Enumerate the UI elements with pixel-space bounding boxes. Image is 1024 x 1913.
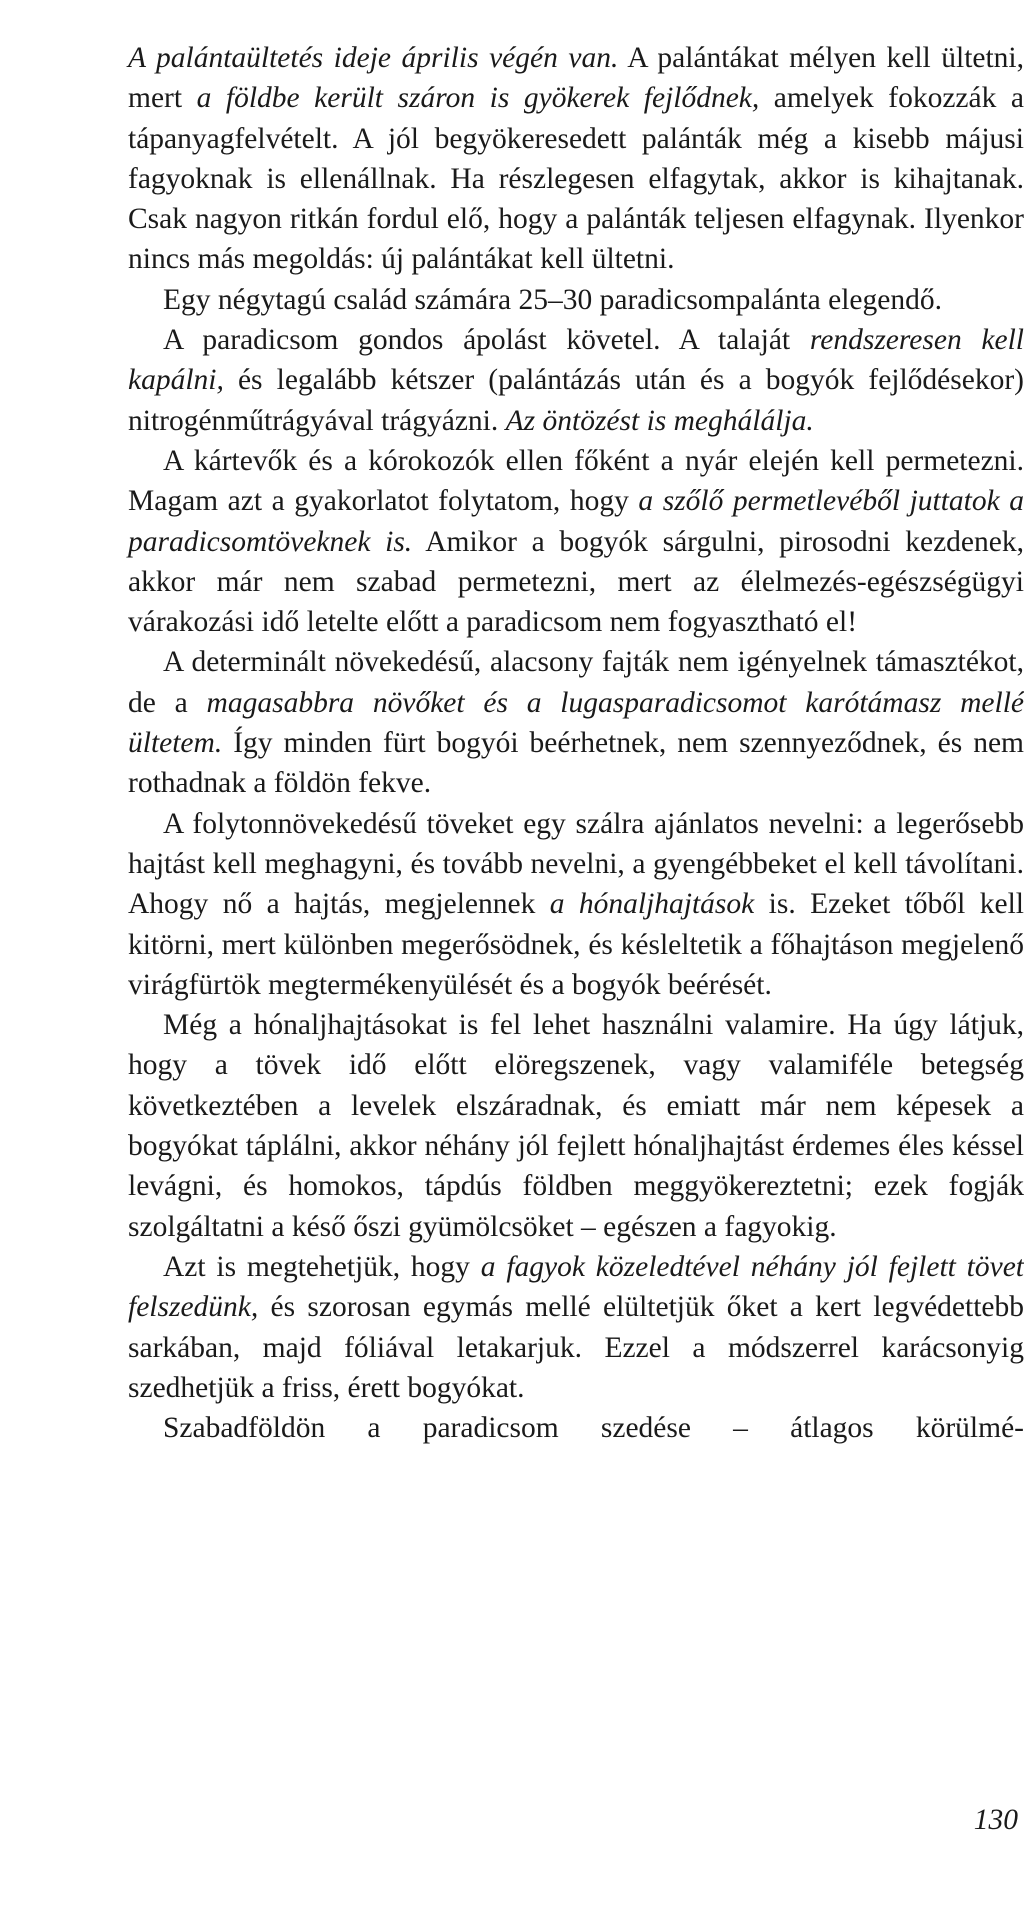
text-run: Az öntözést is meghálálja. — [505, 404, 814, 437]
paragraph — [128, 804, 1024, 1005]
text-run: A determinált növekedésű, alacsony fajták nem igényelnek támasztékot, de a — [128, 646, 1024, 719]
page-number: 130 — [973, 1804, 1018, 1836]
text-run: amelyek fokozzák a tápanyagfelvételt. A jól begyökeresedett palánták még a kisebb májusi fagyoknak is ellenállnak. Ha részlegesen elfagytak, akkor is kihajtanak. Csak nagyon ritkán fordul elő, hogy a palánták teljesen elfagynak. Ilyenkor nincs más megoldás: új palántákat kell ültetni. — [128, 82, 1024, 276]
text-run: A paradicsom gondos ápolást követel. A talaját — [163, 324, 810, 357]
text-run: is. Ezeket tőből kell kitörni, mert különben megerősödnek, és késleltetik a főhajtáson megjelenő virágfürtök megtermékenyülését és a bogyók beérését. — [128, 888, 1024, 1001]
text-run: a földbe került száron is gyökerek fejlődnek, — [196, 82, 760, 115]
text-run: magasabbra növőket és a lugasparadicsomot karótámasz mellé ültetem. — [128, 686, 1024, 760]
text-run: a fagyok közeledtével néhány jól fejlett tövet felszedünk, — [128, 1250, 1024, 1324]
text-run: Amikor a bogyók sárgulni, pirosodni kezdenek, akkor már nem szabad permetezni, mert az élelmezés-egészségügyi várakozási idő letelte előtt a paradicsom nem fogyasztható el! — [128, 525, 1024, 639]
paragraph — [128, 1247, 1024, 1408]
paragraph — [128, 1005, 1024, 1247]
text-run: A kártevők és a kórokozók ellen főként a nyár elején kell permetezni. Magam azt a gyakorlatot folytatom, hogy — [128, 444, 1024, 518]
text-run: és legalább kétszer (palántázás után és a bogyók fejlődésekor) nitrogénműtrágyával trágyázni. — [128, 364, 1024, 437]
paragraph — [128, 642, 1024, 803]
text-run: A palántákat mélyen kell ültetni, mert — [128, 42, 1024, 115]
text-run: a szőlő permetlevéből juttatok a paradicsomtöveknek is. — [128, 485, 1024, 558]
text-run: és szorosan egymás mellé elültetjük őket a kert legvédettebb sarkában, majd fóliával letakarjuk. Ezzel a módszerrel karácsonyig szedhetjük a friss, érett bogyókat. — [128, 1291, 1024, 1404]
text-run: rendszeresen kell kapálni, — [128, 324, 1024, 397]
text-run: Még a hónaljhajtásokat is fel lehet használni valamire. Ha úgy látjuk, hogy a tövek idő előtt elöregszenek, vagy valamiféle betegség következtében a levelek elszáradnak, és emiatt már nem képesek a bogyókat táplálni, akkor néhány jól fejlett hónaljhajtást érdemes éles késsel levágni, és homokos, tápdús földben meggyökereztetni; ezek fogják szolgáltatni a késő őszi gyümölcsöket – egészen a fagyokig. — [128, 1009, 1024, 1243]
text-run: A folytonnövekedésű töveket egy szálra ajánlatos nevelni: a legerősebb hajtást kell meghagyni, és tovább nevelni, a gyengébbeket el kell távolítani. Ahogy nő a hajtás, megjelennek — [128, 807, 1024, 921]
paragraph — [128, 38, 1024, 280]
paragraph — [128, 1408, 1024, 1448]
paragraph — [128, 441, 1024, 642]
text-run: Szabadföldön a paradicsom szedése – átlagos körülmé- — [163, 1412, 1024, 1445]
text-run: A palántaültetés ideje április végén van. — [128, 42, 619, 74]
text-run: Egy négytagú család számára 25–30 paradicsompalánta elegendő. — [163, 283, 942, 316]
page-body — [128, 38, 1024, 1448]
paragraph — [128, 280, 1024, 320]
text-run: a hónaljhajtások — [549, 888, 755, 921]
text-run: Azt is megtehetjük, hogy — [163, 1250, 481, 1283]
paragraph — [128, 320, 1024, 441]
text-run: Így minden fürt bogyói beérhetnek, nem szennyeződnek, és nem rothadnak a földön fekve. — [128, 727, 1024, 800]
